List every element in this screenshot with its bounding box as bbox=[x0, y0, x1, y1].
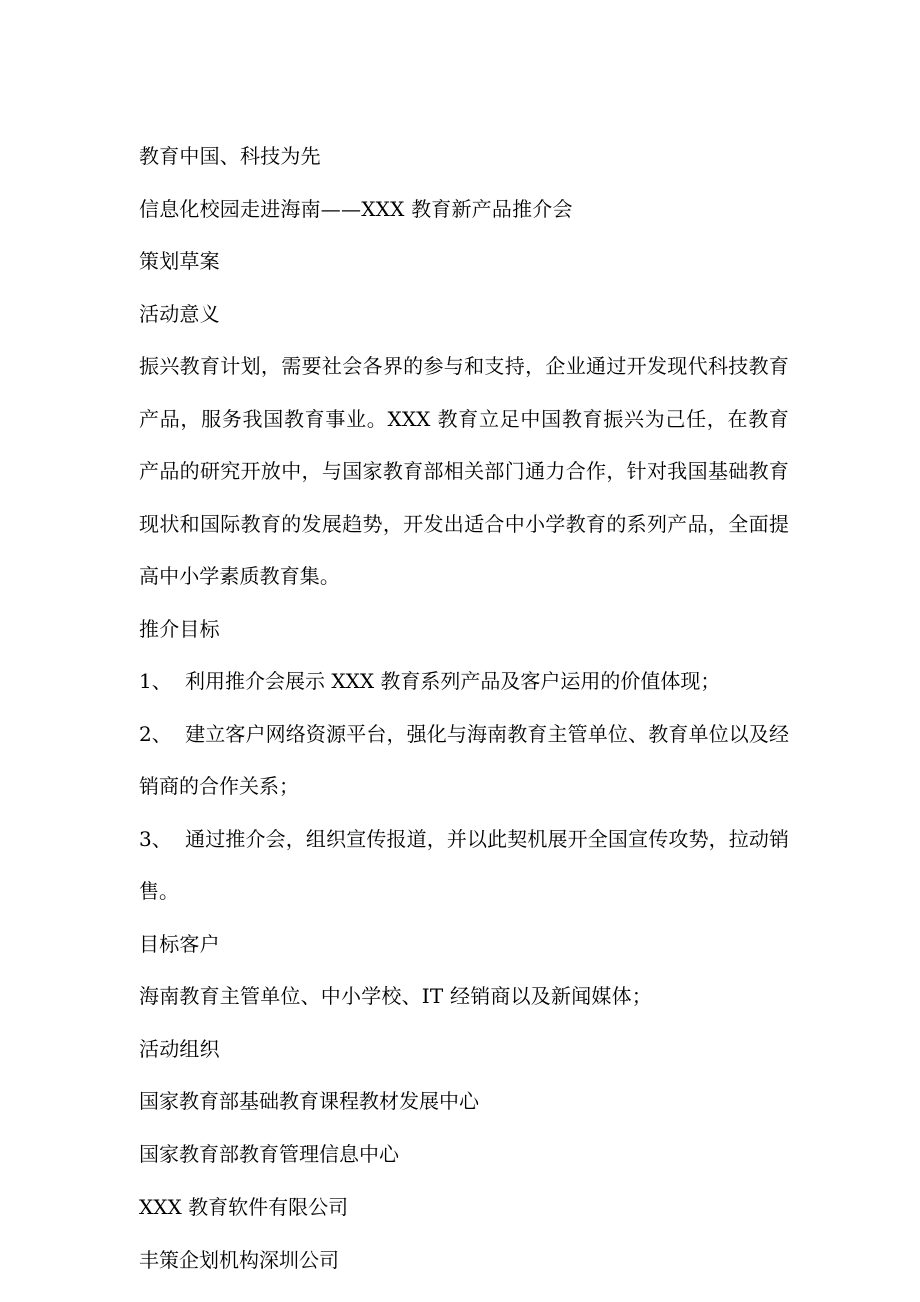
goal-number: 2、 bbox=[139, 721, 172, 746]
organization-item: XXX 教育软件有限公司 bbox=[139, 1195, 349, 1219]
organization-heading: 活动组织 bbox=[139, 1036, 220, 1061]
goal-item-2 bbox=[139, 708, 789, 813]
document-body bbox=[139, 142, 789, 1299]
organization-item: 国家教育部基础教育课程教材发展中心 bbox=[139, 1089, 479, 1113]
goals-heading: 推介目标 bbox=[139, 616, 220, 641]
title-slogan: 教育中国、科技为先 bbox=[139, 144, 321, 168]
goal-item-1 bbox=[139, 655, 789, 708]
customers-text: 海南教育主管单位、中小学校、IT 经销商以及新闻媒体； bbox=[139, 984, 652, 1008]
organization-item: 国家教育部教育管理信息中心 bbox=[139, 1142, 399, 1166]
organization-item: 丰策企划机构深圳公司 bbox=[139, 1248, 339, 1272]
goal-text: 通过推介会，组织宣传报道，并以此契机展开全国宣传攻势，拉动销售。 bbox=[139, 826, 789, 903]
significance-heading: 活动意义 bbox=[139, 301, 220, 326]
goal-number: 1、 bbox=[139, 669, 172, 693]
customers-heading: 目标客户 bbox=[139, 931, 220, 956]
goal-item-3 bbox=[139, 813, 789, 918]
title-event: 信息化校园走进海南——XXX 教育新产品推介会 bbox=[139, 196, 573, 221]
goal-number: 3、 bbox=[139, 826, 172, 851]
significance-paragraph: 振兴教育计划，需要社会各界的参与和支持，企业通过开发现代科技教育产品，服务我国教育事业。XXX 教育立足中国教育振兴为己任，在教育产品的研究开放中，与国家教育部相关部门通力合作，针对我国基础教育现状和国际教育的发展趋势，开发出适合中小学教育的系列产品，全面提高中小学素质教育集。 bbox=[139, 354, 789, 588]
goal-text: 利用推介会展示 XXX 教育系列产品及客户运用的价值体现； bbox=[185, 669, 721, 693]
goal-text: 建立客户网络资源平台，强化与海南教育主管单位、教育单位以及经销商的合作关系； bbox=[139, 721, 789, 798]
title-draft: 策划草案 bbox=[139, 249, 220, 273]
